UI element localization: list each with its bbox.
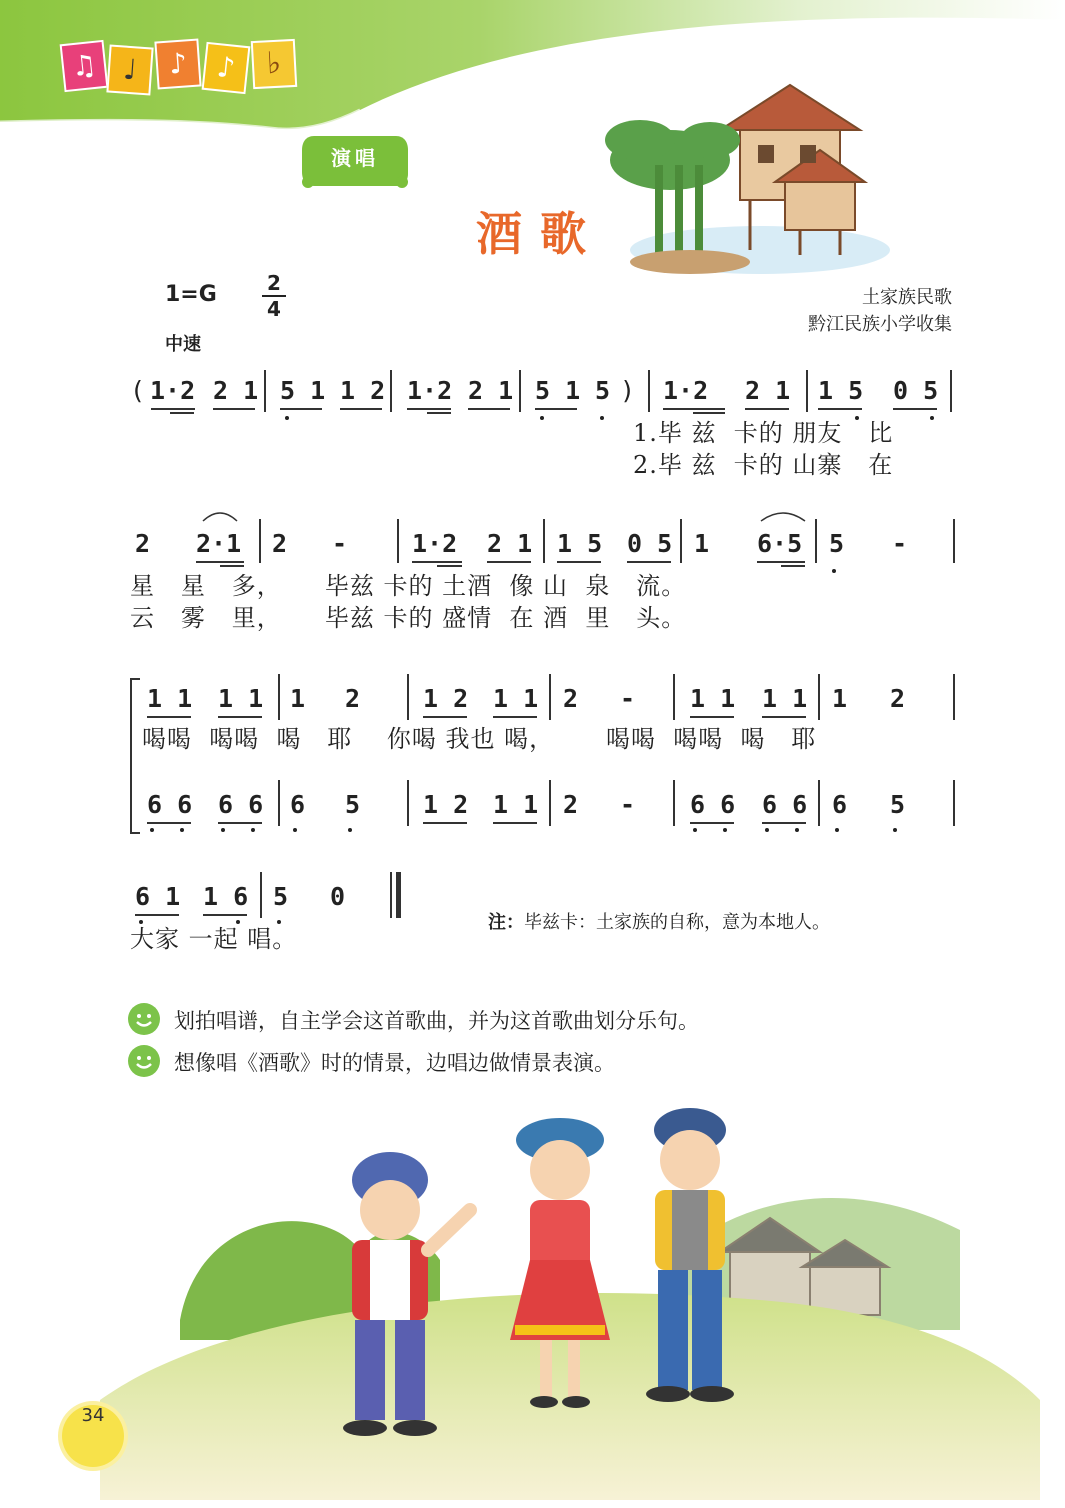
footnote-text: 毕兹卡：土家族的自称，意为本地人。 bbox=[524, 912, 830, 933]
collector-credit: 黔江民族小学收集 bbox=[808, 314, 952, 335]
task-text: 划拍唱谱，自主学会这首歌曲，并为这首歌曲划分乐句。 bbox=[174, 1009, 699, 1033]
note-group: 2 bbox=[135, 529, 151, 558]
note-group: 1 5 bbox=[557, 529, 603, 558]
time-signature bbox=[262, 272, 286, 320]
time-signature-top: 2 bbox=[267, 271, 281, 295]
note-group: - bbox=[332, 529, 348, 558]
note-group: 1 5 bbox=[818, 376, 864, 405]
note-group: - bbox=[620, 684, 636, 713]
note-group: 1 2 bbox=[340, 376, 386, 405]
score-row-4 bbox=[0, 778, 1065, 838]
sixteenth-note-icon: ♪ bbox=[154, 39, 201, 90]
song-title: 酒歌 bbox=[476, 207, 604, 261]
header-note-tiles bbox=[62, 40, 312, 100]
note-group: 6 1 bbox=[135, 882, 181, 911]
note-group: 5 bbox=[595, 376, 611, 405]
note-group: 6 6 bbox=[147, 790, 193, 819]
dotted-note-icon: ♪ bbox=[202, 42, 251, 94]
close-paren: ) bbox=[620, 376, 636, 405]
note-group: 6 bbox=[290, 790, 306, 819]
open-paren: ( bbox=[130, 376, 146, 405]
section-tag bbox=[300, 130, 410, 190]
lyrics-line: 大家 一起 唱。 bbox=[130, 925, 298, 953]
note-group: 6 6 bbox=[218, 790, 264, 819]
note-group: 2 1 bbox=[745, 376, 791, 405]
flat-icon: ♭ bbox=[251, 39, 297, 89]
note-group: 1·2 bbox=[412, 529, 458, 558]
note-group: 2 1 bbox=[487, 529, 533, 558]
footnote bbox=[488, 908, 830, 934]
song-origin: 土家族民歌 bbox=[862, 287, 952, 308]
note-group: 1 bbox=[694, 529, 710, 558]
lyrics-verse-2: 云 雾 里， 毕兹 卡的 盛情 在 酒 里 头。 bbox=[130, 604, 687, 632]
note-group: 1·2 bbox=[150, 376, 196, 405]
note-group: 6 bbox=[832, 790, 848, 819]
note-group: 0 5 bbox=[893, 376, 939, 405]
note-group: 1 1 bbox=[493, 684, 539, 713]
page-number: 34 bbox=[81, 1405, 105, 1426]
note-group: 5 bbox=[890, 790, 906, 819]
note-group: 2 1 bbox=[213, 376, 259, 405]
note-group: 2 1 bbox=[468, 376, 514, 405]
note-group: 5 bbox=[345, 790, 361, 819]
note-group: 0 5 bbox=[627, 529, 673, 558]
note-group: 5 1 bbox=[280, 376, 326, 405]
note-group: 1 1 bbox=[690, 684, 736, 713]
note-group: 1 1 bbox=[218, 684, 264, 713]
section-tag-label: 演唱 bbox=[331, 146, 379, 170]
score-row-3 bbox=[0, 672, 1065, 752]
smiley-icon bbox=[128, 1003, 160, 1035]
lyrics-line: 喝喝 喝喝 喝 耶 你喝 我也 喝， 喝喝 喝喝 喝 耶 bbox=[142, 725, 817, 753]
smiley-icon bbox=[128, 1045, 160, 1077]
tempo-marking: 中速 bbox=[165, 334, 201, 355]
children-dancing-illustration bbox=[60, 1100, 1060, 1500]
note-group: 6 6 bbox=[762, 790, 808, 819]
note-group: 2 bbox=[890, 684, 906, 713]
note-group: 6·5 bbox=[757, 529, 803, 558]
note-group: 1 2 bbox=[423, 684, 469, 713]
note-group: 1·2 bbox=[407, 376, 453, 405]
note-group: 2 bbox=[563, 790, 579, 819]
note-group: 1 1 bbox=[493, 790, 539, 819]
stilt-house-illustration bbox=[600, 70, 890, 280]
note-group: 1 1 bbox=[147, 684, 193, 713]
note-group: - bbox=[892, 529, 908, 558]
note-group: 1·2 bbox=[663, 376, 709, 405]
lyrics-verse-1: 星 星 多， 毕兹 卡的 土酒 像 山 泉 流。 bbox=[130, 572, 687, 600]
note-group: 1 bbox=[832, 684, 848, 713]
note-group: 2 bbox=[563, 684, 579, 713]
note-group: 5 bbox=[829, 529, 845, 558]
eighth-note-icon: ♫ bbox=[60, 40, 109, 92]
note-group: 2·1 bbox=[196, 529, 242, 558]
note-group: 2 bbox=[272, 529, 288, 558]
quarter-note-icon: ♩ bbox=[106, 45, 153, 96]
score-row-1 bbox=[0, 370, 1065, 480]
score-row-2 bbox=[0, 515, 1065, 635]
task-text: 想像唱《酒歌》时的情景，边唱边做情景表演。 bbox=[174, 1051, 615, 1075]
lyrics-verse-2: 2.毕 兹 卡的 山寨 在 bbox=[633, 451, 894, 479]
note-group: 6 6 bbox=[690, 790, 736, 819]
lyrics-verse-1: 1.毕 兹 卡的 朋友 比 bbox=[633, 419, 894, 447]
note-group: 1 1 bbox=[762, 684, 808, 713]
note-group: 0 bbox=[330, 882, 346, 911]
note-group: 1 6 bbox=[203, 882, 249, 911]
note-group: 2 bbox=[345, 684, 361, 713]
footnote-label: 注： bbox=[488, 912, 524, 933]
time-signature-bottom: 4 bbox=[267, 297, 281, 321]
note-group: 5 bbox=[273, 882, 289, 911]
note-group: 1 bbox=[290, 684, 306, 713]
note-group: 5 1 bbox=[535, 376, 581, 405]
page-number-badge bbox=[62, 1405, 124, 1467]
note-group: 1 2 bbox=[423, 790, 469, 819]
note-group: - bbox=[620, 790, 636, 819]
key-signature: 1=G bbox=[165, 282, 217, 307]
